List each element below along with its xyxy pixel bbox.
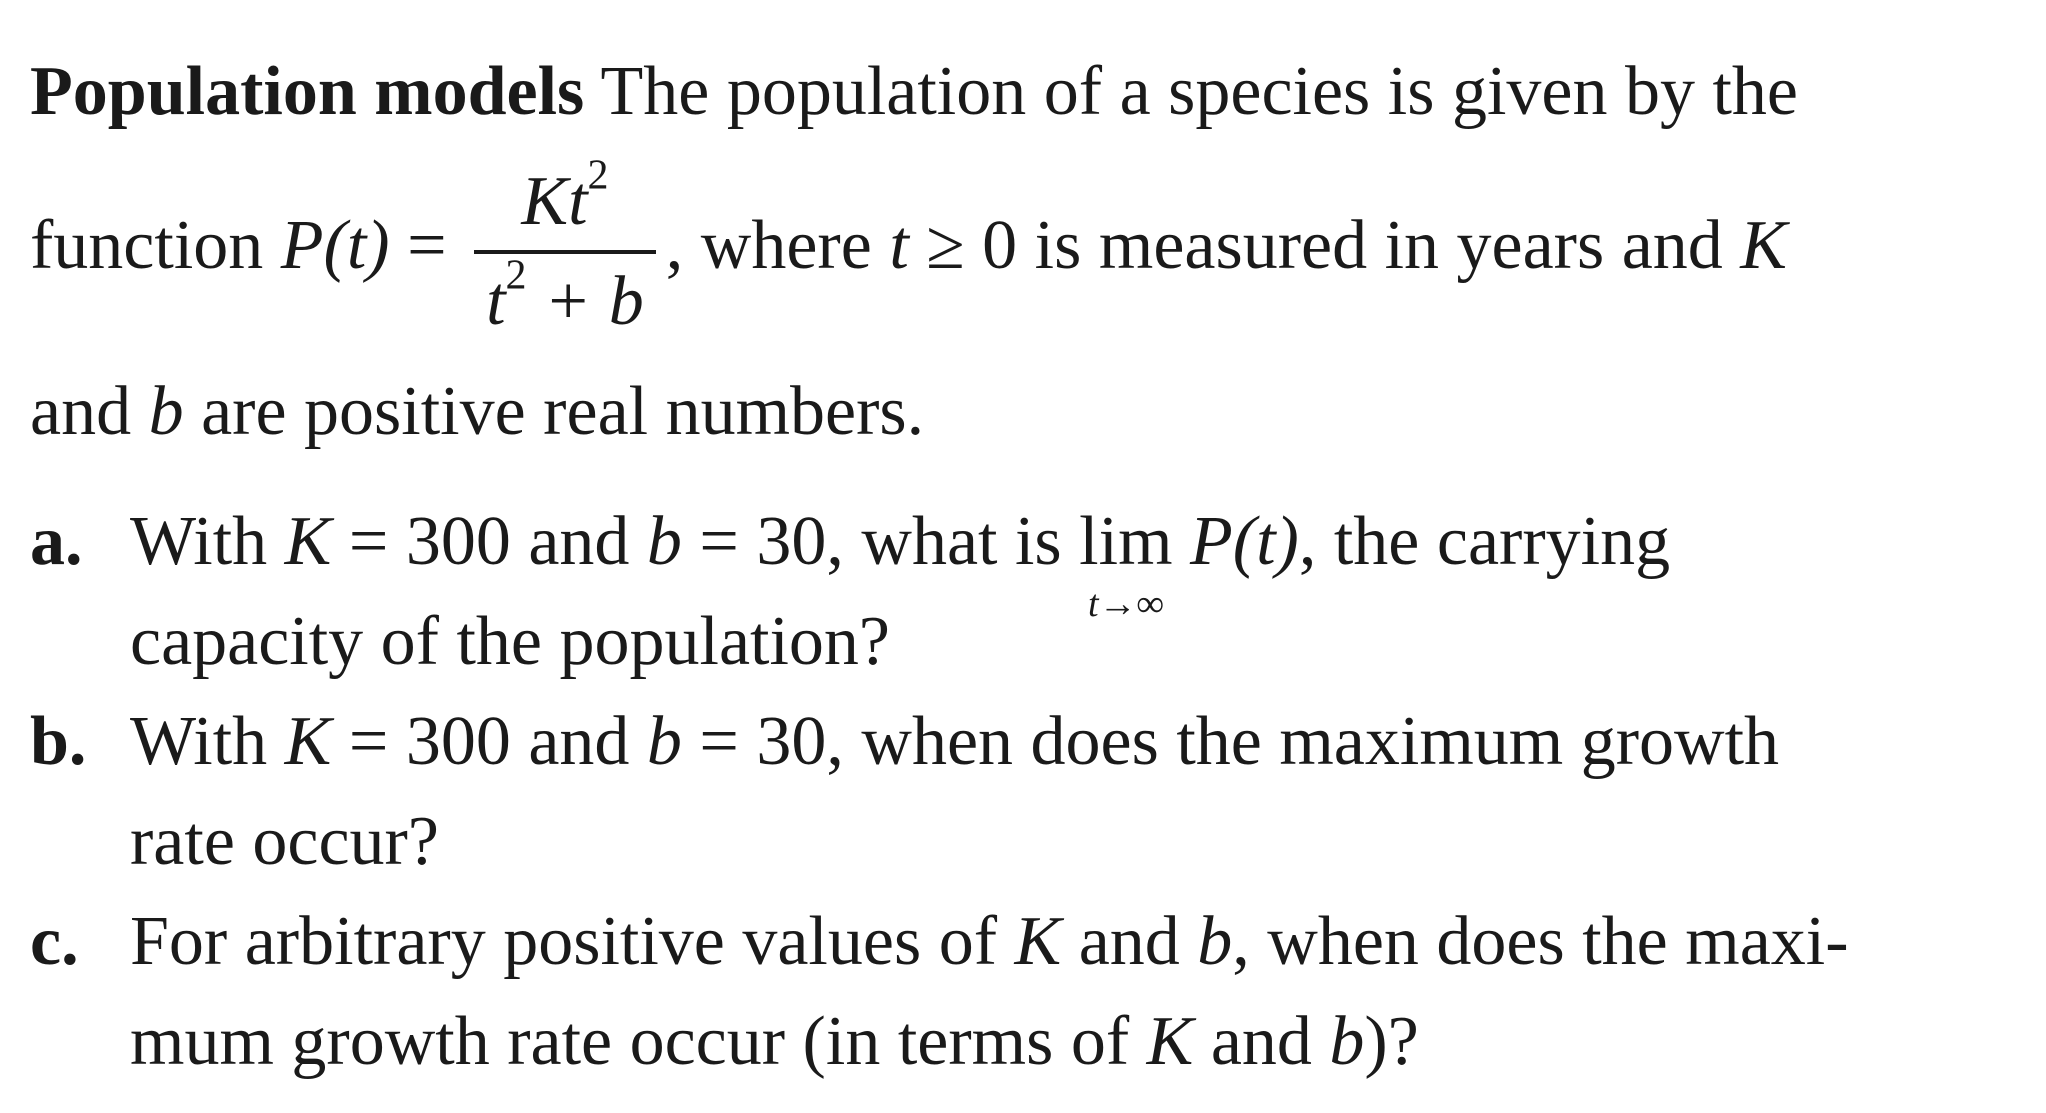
item-b-label: b.	[30, 703, 87, 780]
intro-text-4: are positive real numbers.	[183, 373, 925, 450]
intro-line-2	[30, 152, 1787, 344]
function-word: function	[30, 207, 264, 285]
and-word: and	[30, 373, 149, 450]
intro-text-3: ≥ 0 is measured in years and	[908, 207, 1741, 285]
item-a-line-1: With K = 300 and b = 30, what is lim t→∞ P(t), the carrying	[130, 500, 1670, 584]
item-a-label: a.	[30, 503, 83, 580]
equals-sign: =	[407, 207, 447, 285]
intro-text-2: where	[683, 207, 890, 285]
intro-text-1: The population of a species is given by the	[600, 53, 1799, 130]
problem-title: Population models	[30, 53, 585, 130]
fraction-numerator: Kt$^2$	[474, 160, 656, 254]
var-t: t	[889, 207, 909, 285]
population-fraction	[474, 152, 656, 344]
item-c-label: c.	[30, 903, 79, 980]
limit-operator: lim t→∞	[1079, 500, 1172, 584]
function-name: P(t)	[280, 207, 390, 285]
item-b-line-1: With K = 300 and b = 30, when does the maximum growth	[130, 703, 1780, 780]
fraction-comma: ,	[665, 207, 684, 285]
item-c-line-1: For arbitrary positive values of K and b, when does the maxi-	[130, 903, 1849, 980]
fraction-denominator: $t^2 + b$	[486, 252, 644, 340]
item-c-line-2: mum growth rate occur (in terms of K and b)?	[130, 1003, 1419, 1080]
intro-line-3	[30, 370, 924, 454]
item-b-line-2: rate occur?	[130, 803, 439, 880]
var-b: b	[148, 373, 184, 450]
intro-line-1	[30, 50, 1798, 134]
limit-subscript: t→∞	[1088, 583, 1164, 625]
var-K: K	[1740, 207, 1787, 285]
item-a-line-2: capacity of the population?	[130, 603, 890, 680]
